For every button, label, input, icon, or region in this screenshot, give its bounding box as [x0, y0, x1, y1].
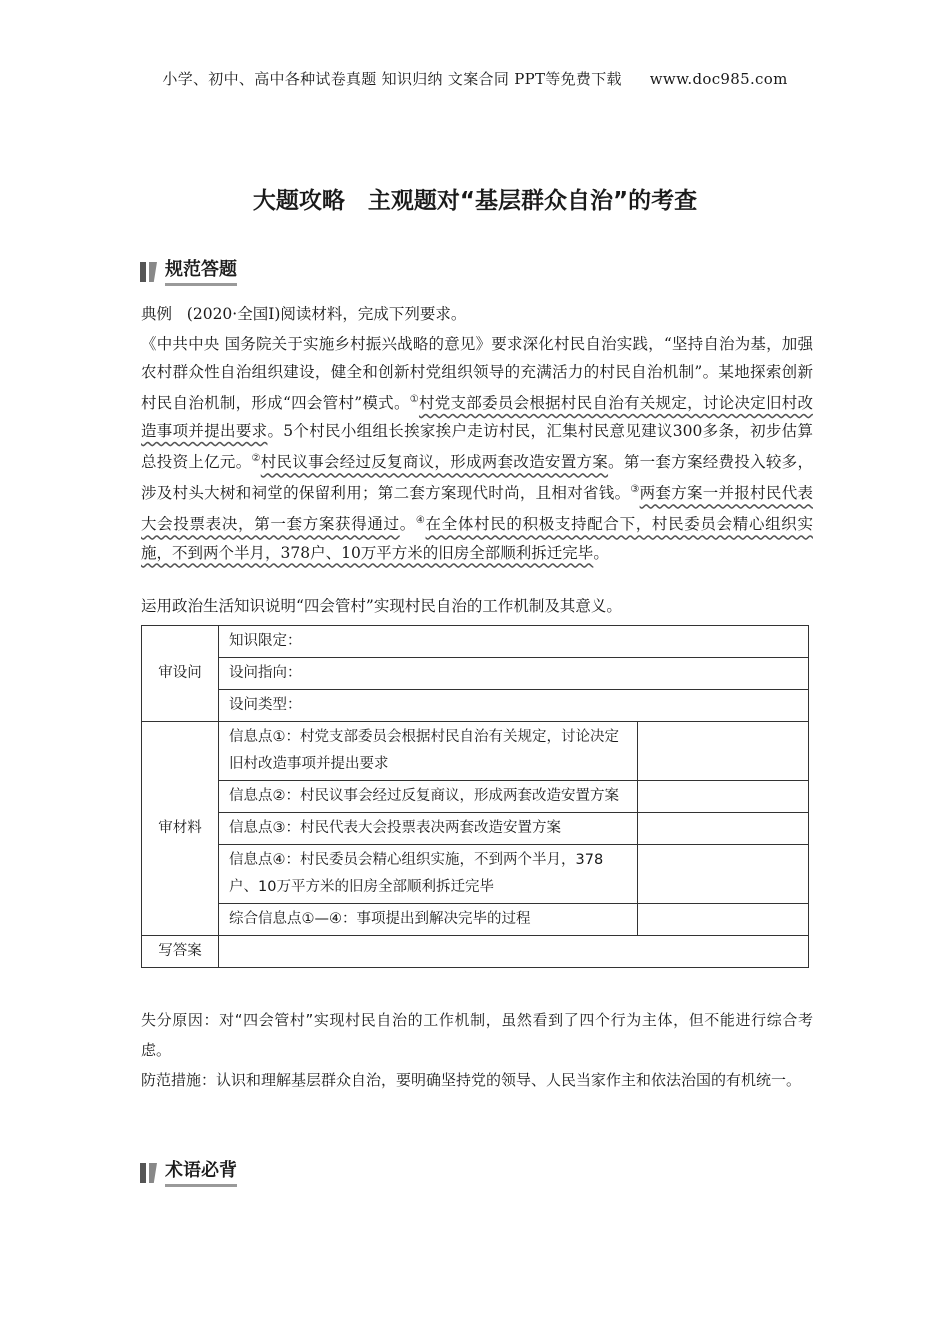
section-title: 规范答题 — [165, 259, 237, 286]
review-question-label: 审设问 — [142, 626, 219, 722]
example-source: (2020·全国Ⅰ)阅读材料，完成下列要求。 — [186, 305, 467, 323]
info-point-4: 在全体村民的积极支持配合下，村民委员会精心组织实施，不到两个半月，378户、10万平方米的旧房全部顺利拆迁完毕 — [141, 515, 813, 562]
marker-1: ① — [409, 394, 419, 405]
material-text-segment: 。第一套方案经费投入较多，涉及村头大树和祠堂的保留利用；第二套方案现代时尚，且相对省钱。 — [141, 453, 813, 503]
info-point-cell: 信息点③：村民代表大会投票表决两套改造安置方案 — [219, 813, 638, 845]
marker-2: ② — [251, 453, 261, 465]
header-site-link[interactable]: www.doc985.com — [649, 70, 788, 88]
question-type-cell: 设问类型： — [219, 690, 809, 722]
page-header — [0, 68, 950, 89]
table-row — [142, 904, 809, 936]
material-intro: 《中共中央 国务院关于实施乡村振兴战略的意见》要求深化村民自治实践，“坚持自治为基，加强农村群众性自治组织建设，健全和创新村党组织领导的充满活力的村民自治机制”。某地探索创新村民自治机制，形成“四会管村”模式。 — [141, 335, 813, 413]
section-terms — [140, 1160, 248, 1186]
answer-blank-cell — [638, 813, 809, 845]
answer-blank-cell — [638, 722, 809, 781]
page-title: 大题攻略 主观题对“基层群众自治”的考查 — [252, 188, 698, 214]
section-marker-icon — [140, 1163, 146, 1183]
section-marker-icon — [140, 262, 146, 282]
table-row — [142, 626, 809, 658]
loss-reason: 失分原因：对“四会管村”实现村民自治的工作机制，虽然看到了四个行为主体，但不能进行综合考虑。 — [141, 1011, 813, 1059]
info-point-1: 村党支部委员会根据村民自治有关规定，讨论决定旧村改造事项并提出要求 — [141, 394, 813, 441]
table-row — [142, 845, 809, 904]
info-point-cell: 信息点①：村党支部委员会根据村民自治有关规定，讨论决定旧村改造事项并提出要求 — [219, 722, 638, 781]
write-answer-label: 写答案 — [142, 936, 219, 968]
table-row — [142, 690, 809, 722]
material-text-segment: 。5个村民小组组长挨家挨户走访村民，汇集村民意见建议300多条，初步估算总投资上亿元。 — [141, 422, 813, 472]
info-point-2: 村民议事会经过反复商议，形成两套改造安置方案 — [260, 453, 609, 472]
info-point-cell: 综合信息点①—④：事项提出到解决完毕的过程 — [219, 904, 638, 936]
review-material-label: 审材料 — [142, 722, 219, 936]
material-text-segment: 。 — [593, 543, 609, 562]
prevention-measures: 防范措施：认识和理解基层群众自治，要明确坚持党的领导、人民当家作主和依法治国的有机统一。 — [141, 1071, 802, 1089]
knowledge-limit-cell: 知识限定： — [219, 626, 809, 658]
section-standard-answer — [140, 259, 248, 285]
answer-blank-cell — [638, 781, 809, 813]
answer-blank-cell — [638, 904, 809, 936]
section-title: 术语必背 — [165, 1160, 237, 1187]
table-row — [142, 936, 809, 968]
info-point-3: 两套方案一并报村民代表大会投票表决，第一套方案获得通过 — [141, 484, 813, 534]
section-marker-icon — [149, 1163, 157, 1183]
table-row — [142, 813, 809, 845]
material-text-segment: 。 — [399, 515, 416, 534]
table-row — [142, 658, 809, 690]
info-point-cell: 信息点②：村民议事会经过反复商议，形成两套改造安置方案 — [219, 781, 638, 813]
example-line — [141, 300, 813, 328]
header-text: 小学、初中、高中各种试卷真题 知识归纳 文案合同 PPT等免费下载 — [162, 70, 622, 88]
question-text: 运用政治生活知识说明“四会管村”实现村民自治的工作机制及其意义。 — [141, 597, 622, 615]
table-row — [142, 781, 809, 813]
example-label: 典例 — [141, 305, 173, 323]
marker-3: ③ — [630, 484, 640, 496]
table-row — [142, 722, 809, 781]
marker-4: ④ — [415, 515, 426, 527]
material-text — [141, 330, 813, 567]
section-marker-icon — [149, 262, 157, 282]
info-point-cell: 信息点④：村民委员会精心组织实施，不到两个半月，378户、10万平方米的旧房全部顺利拆迁完毕 — [219, 845, 638, 904]
write-answer-cell — [219, 936, 809, 968]
analysis-table — [141, 625, 809, 968]
question-direction-cell: 设问指向： — [219, 658, 809, 690]
answer-blank-cell — [638, 845, 809, 904]
